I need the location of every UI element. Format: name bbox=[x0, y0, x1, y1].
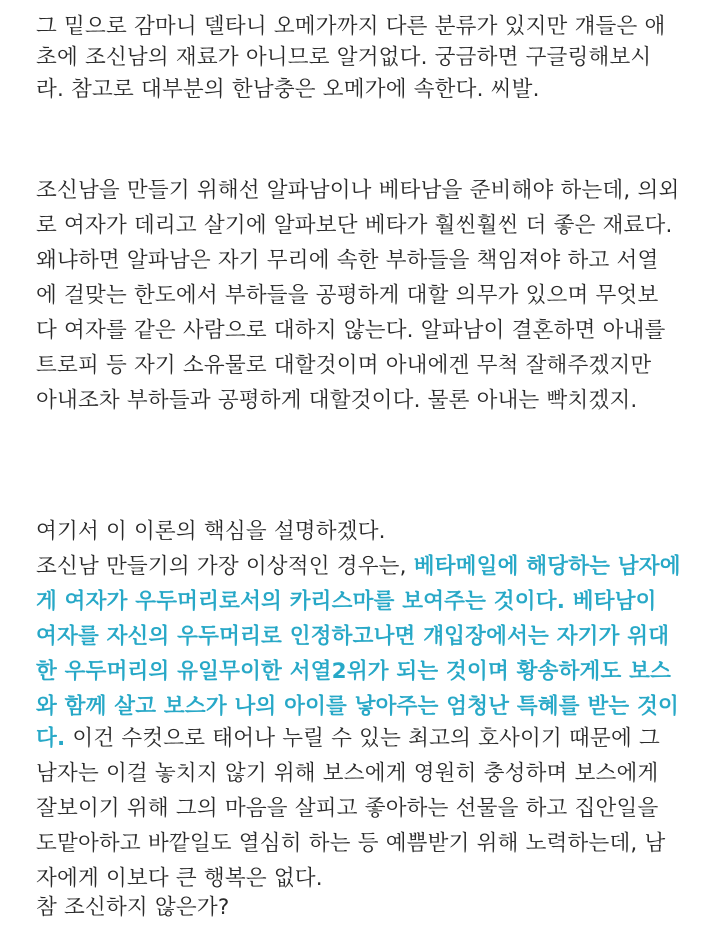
highlighted-text: 다. bbox=[36, 726, 66, 751]
highlighted-line: 여자를 자신의 우두머리로 인정하고나면 걔입장에서는 자기가 위대 bbox=[36, 624, 670, 649]
paragraph-2-line-2: 로 여자가 데리고 살기에 알파보단 베타가 훨씬훨씬 더 좋은 재료다. bbox=[36, 213, 673, 238]
paragraph-3-line-2-plain: 조신남 만들기의 가장 이상적인 경우는, bbox=[36, 554, 414, 579]
highlighted-line: 한 우두머리의 유일무이한 서열2위가 되는 것이며 황송하게도 보스 bbox=[36, 659, 672, 684]
paragraph-3-line-11: 자에게 이보다 큰 행복은 없다. bbox=[36, 866, 323, 891]
paragraph-2-line-5: 다 여자를 같은 사람으로 대하지 않는다. 알파남이 결혼하면 아내를 bbox=[36, 318, 666, 343]
paragraph-3-line-10: 도맡아하고 바깥일도 열심히 하는 등 예쁨받기 위해 노력하는데, 남 bbox=[36, 831, 666, 856]
paragraph-1-line-3: 라. 참고로 대부분의 한남충은 오메가에 속한다. 씨발. bbox=[36, 77, 540, 102]
paragraph-3-line-2 bbox=[36, 549, 681, 585]
paragraph-1-line-1: 그 밑으로 감마니 델타니 오메가까지 다른 분류가 있지만 걔들은 애 bbox=[36, 14, 666, 39]
paragraph-1-line-2: 초에 조신남의 재료가 아니므로 알거없다. 궁금하면 구글링해보시 bbox=[36, 45, 652, 70]
paragraph-2-line-6: 트로피 등 자기 소유물로 대할것이며 아내에겐 무척 잘해주겠지만 bbox=[36, 353, 652, 378]
paragraph-2-line-1: 조신남을 만들기 위해선 알파남이나 베타남을 준비해야 하는데, 의외 bbox=[36, 178, 680, 203]
paragraph-3-line-12: 참 조신하지 않은가? bbox=[36, 895, 230, 920]
paragraph-2-line-3: 왜냐하면 알파남은 자기 무리에 속한 부하들을 책임져야 하고 서열 bbox=[36, 248, 659, 273]
paragraph-2-line-4: 에 걸맞는 한도에서 부하들을 공평하게 대할 의무가 있으며 무엇보 bbox=[36, 283, 659, 308]
highlighted-text: 베타메일에 해당하는 남자에 bbox=[413, 554, 681, 579]
paragraph-3-line-1: 여기서 이 이론의 핵심을 설명하겠다. bbox=[36, 519, 386, 544]
paragraph-3-line-7 bbox=[36, 721, 660, 757]
paragraph-3-line-7-plain: 이건 수컷으로 태어나 누릴 수 있는 최고의 호사이기 때문에 그 bbox=[65, 726, 660, 751]
highlighted-line: 와 함께 살고 보스가 나의 아이를 낳아주는 엄청난 특혜를 받는 것이 bbox=[36, 694, 680, 719]
highlighted-line: 게 여자가 우두머리로서의 카리스마를 보여주는 것이다. 베타남이 bbox=[36, 589, 657, 614]
paragraph-3-line-9: 잘보이기 위해 그의 마음을 살피고 좋아하는 선물을 하고 집안일을 bbox=[36, 796, 659, 821]
paragraph-2-line-7: 아내조차 부하들과 공평하게 대할것이다. 물론 아내는 빡치겠지. bbox=[36, 388, 638, 413]
paragraph-3-line-8: 남자는 이걸 놓치지 않기 위해 보스에게 영원히 충성하며 보스에게 bbox=[36, 761, 659, 786]
